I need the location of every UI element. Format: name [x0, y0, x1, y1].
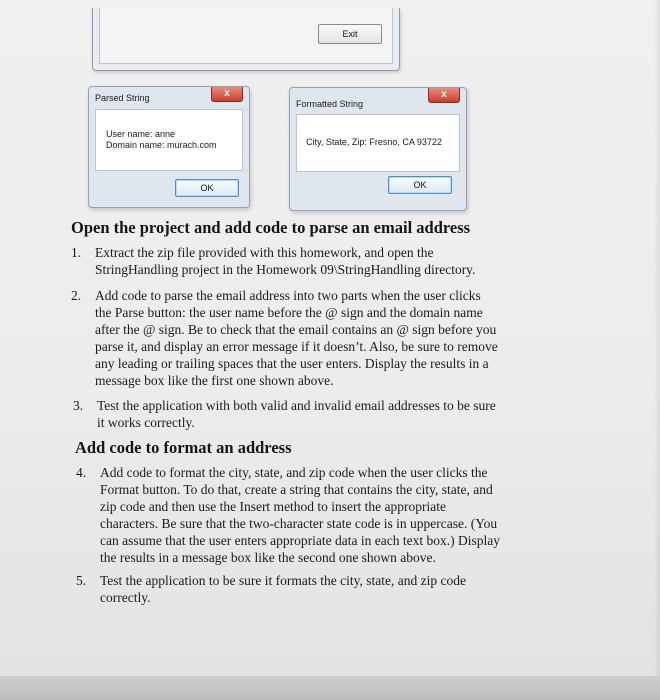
dialog-content — [95, 109, 243, 171]
list-text-line: zip code and then use the Insert method to insert the appropriate — [100, 499, 447, 514]
page-bottom-edge — [0, 676, 660, 700]
list-text-line: correctly. — [100, 590, 151, 605]
list-text-line: Extract the zip file provided with this homework, and open the — [95, 245, 434, 260]
parsed-string-dialog — [88, 86, 250, 208]
close-icon[interactable]: x — [211, 87, 243, 102]
exit-button[interactable]: Exit — [318, 24, 382, 44]
message-line-user-name: User name: anne — [106, 129, 176, 139]
message-line-city-state-zip: City, State, Zip: Fresno, CA 93722 — [306, 137, 442, 147]
ok-button[interactable]: OK — [388, 176, 452, 194]
list-text-line: characters. Be sure that the two-character state code is in uppercase. (You — [100, 516, 498, 531]
dialog-title: Formatted String — [296, 99, 364, 109]
list-number: 1. — [71, 245, 82, 260]
list-text-line: Format button. To do that, create a string that contains the city, state, and — [100, 482, 493, 497]
list-text-line: parse it, and display an error message if it doesn’t. Also, be sure to remove — [95, 339, 498, 354]
list-text-line: Test the application with both valid and invalid email addresses to be sure — [97, 398, 496, 413]
list-text-line: the results in a message box like the second one shown above. — [100, 550, 436, 565]
dialog-title: Parsed String — [95, 93, 150, 103]
page-shadow — [654, 0, 660, 700]
list-number: 2. — [71, 288, 82, 303]
dialog-content — [296, 114, 460, 172]
list-number: 3. — [73, 398, 84, 413]
ok-button[interactable]: OK — [175, 179, 239, 197]
list-text-line: can assume that the user enters appropriate data in each text box.) Display — [100, 533, 500, 548]
list-text-line: it works correctly. — [97, 415, 195, 430]
section-heading-format: Add code to format an address — [75, 438, 292, 457]
main-window-fragment — [92, 8, 400, 71]
list-number: 4. — [76, 465, 87, 480]
section-heading-parse: Open the project and add code to parse an email address — [71, 218, 471, 237]
close-icon[interactable]: x — [428, 88, 460, 103]
list-text-line: any leading or trailing spaces that the user enters. Display the results in a — [95, 356, 489, 371]
list-number: 5. — [76, 573, 87, 588]
list-text-line: message box like the first one shown above. — [95, 373, 334, 388]
list-text-line: the Parse button: the user name before the @ sign and the domain name — [95, 305, 483, 320]
list-text-line: StringHandling project in the Homework 09\StringHandling directory. — [95, 262, 476, 277]
message-line-domain-name: Domain name: murach.com — [106, 140, 217, 150]
formatted-string-dialog — [289, 87, 467, 211]
list-text-line: Test the application to be sure it formats the city, state, and zip code — [100, 573, 466, 588]
list-text-line: after the @ sign. Be to check that the email contains an @ sign before you — [95, 322, 497, 337]
list-text-line: Add code to format the city, state, and zip code when the user clicks the — [100, 465, 488, 480]
list-text-line: Add code to parse the email address into two parts when the user clicks — [95, 288, 481, 303]
